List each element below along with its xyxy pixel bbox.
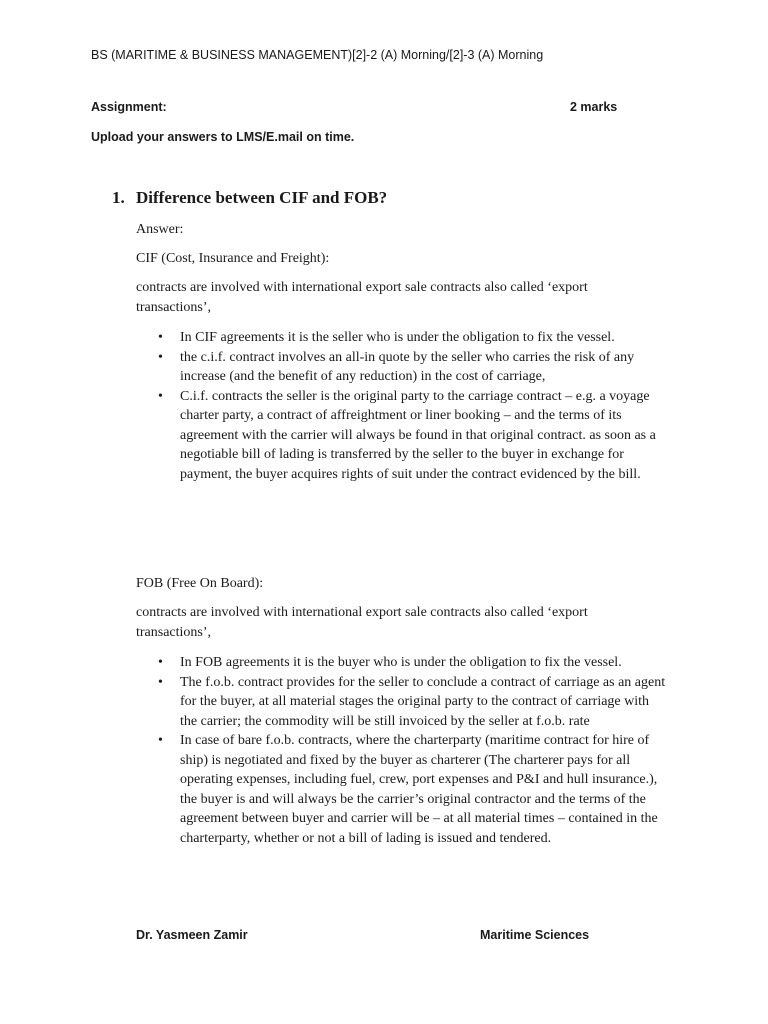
bullet-icon: • [158,330,163,345]
list-item [136,653,666,673]
list-item [136,731,666,848]
list-item [136,348,666,387]
fob-bullet-text: In FOB agreements it is the buyer who is under the obligation to fix the vessel. [180,655,622,670]
cif-bullet-text: the c.i.f. contract involves an all-in quote by the seller who carries the risk of any increase (and the benefit of any reduction) in the cost of carriage, [180,349,635,384]
bullet-icon: • [158,388,163,404]
fob-bullet-text: In case of bare f.o.b. contracts, where the charterparty (maritime contract for hire of ship) is negotiated and fixed by the buyer as charterer (The charterer pays for all operating expenses, including fuel, crew, port expenses and P&I and hull insurance.), the buyer is and will always be the carrier’s original contractor and the terms of the agreement between buyer and carrier will be – at all material times – contained in the charterparty, whether or not a bill of lading is issued and tendered. [180,733,658,846]
footer-author: Dr. Yasmeen Zamir [136,928,248,942]
answer-label: Answer: [136,222,184,237]
bullet-icon: • [158,655,163,670]
fob-bullet-list [136,653,666,848]
cif-heading: CIF (Cost, Insurance and Freight): [136,251,330,266]
list-item [136,328,666,348]
footer-department: Maritime Sciences [480,928,590,942]
cif-bullet-list [136,328,666,484]
list-item [136,387,666,485]
question-number: 1. [112,188,125,207]
cif-intro: contracts are involved with international export sale contracts also called ‘export transactions’, [136,280,588,315]
fob-bullet-text: The f.o.b. contract provides for the seller to conclude a contract of carriage as an agent for the buyer, at all material stages the original party to the contract of carriage with the carrier; the commodity will be still invoiced by the seller at f.o.b. rate [180,674,666,729]
assignment-marks: 2 marks [570,100,618,114]
assignment-label: Assignment: [91,100,167,114]
course-header: BS (MARITIME & BUSINESS MANAGEMENT)[2]-2 (A) Morning/[2]-3 (A) Morning [91,48,544,62]
question-text: Difference between CIF and FOB? [136,188,388,207]
cif-bullet-text: C.i.f. contracts the seller is the original party to the carriage contract – e.g. a voyage charter party, a contract of affreightment or liner booking – and the terms of its agreement with the carrier will always be found in that original contract. as soon as a negotiable bill of lading is transferred by the seller to the buyer in exchange for payment, the buyer acquires rights of suit under the contract evidenced by the bill. [180,388,656,482]
upload-note: Upload your answers to LMS/E.mail on time. [91,130,355,144]
question-heading [112,188,387,208]
bullet-icon: • [158,733,163,748]
list-item [136,673,666,732]
bullet-icon: • [158,674,163,690]
bullet-icon: • [158,349,163,365]
cif-bullet-text: In CIF agreements it is the seller who is under the obligation to fix the vessel. [180,330,615,345]
fob-intro: contracts are involved with international export sale contracts also called ‘export transactions’, [136,605,588,640]
fob-heading: FOB (Free On Board): [136,576,264,591]
